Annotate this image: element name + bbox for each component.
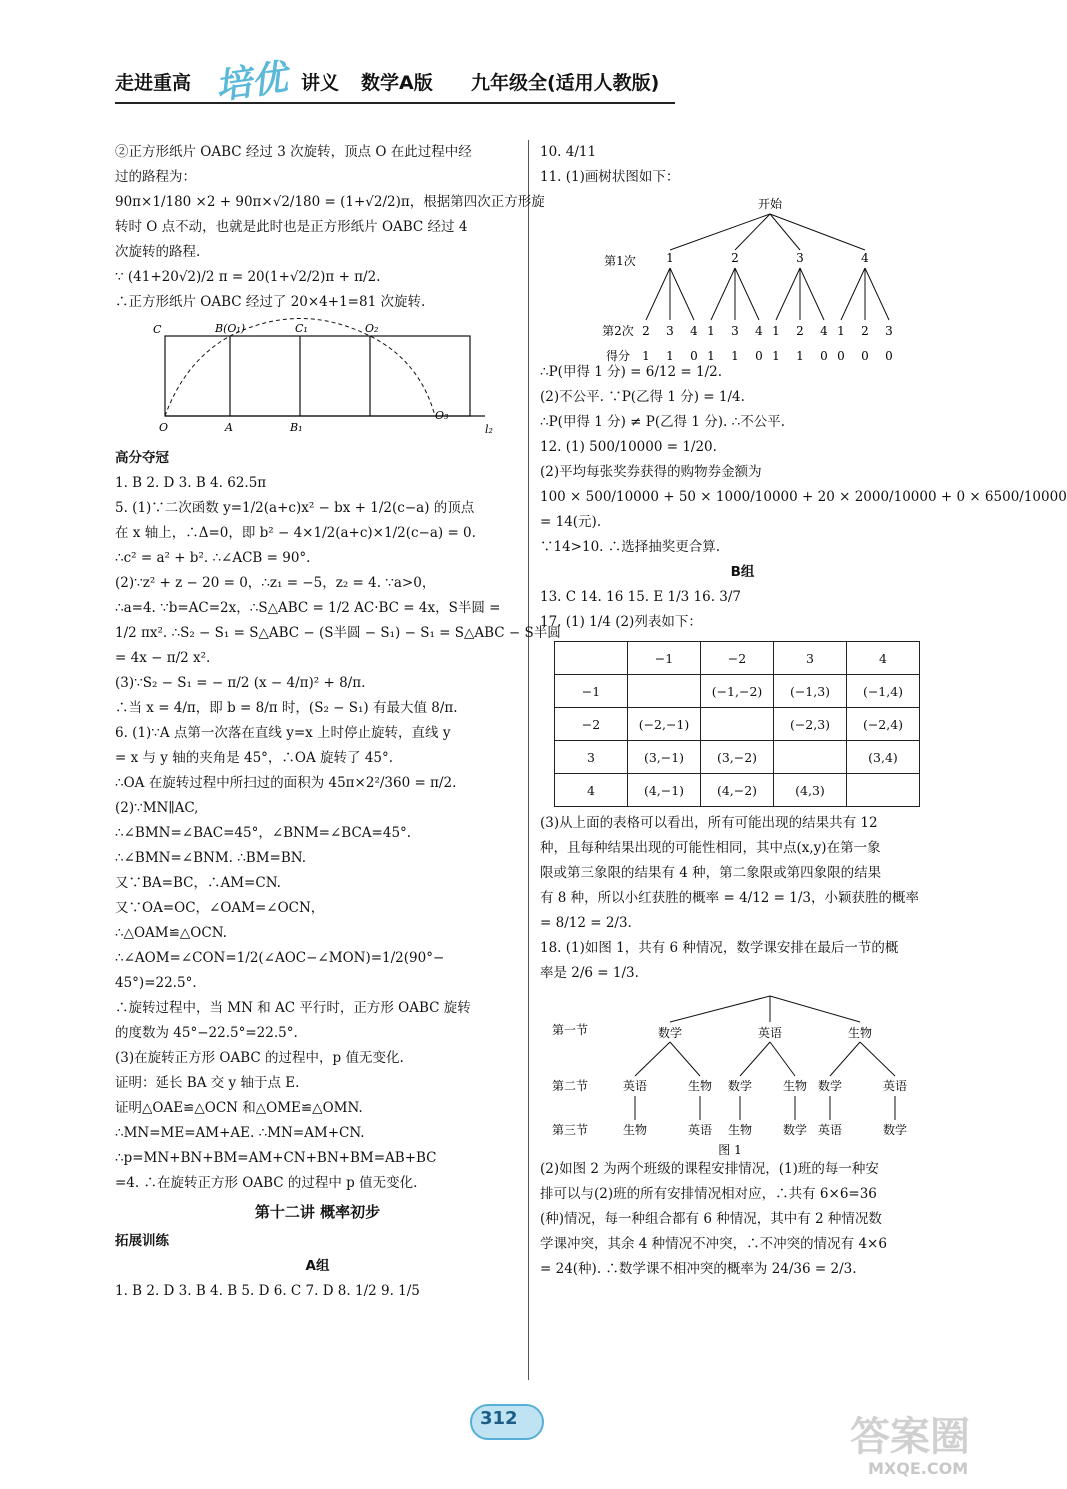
text-line: ②正方形纸片 OABC 经过 3 次旋转，顶点 O 在此过程中经 (115, 144, 472, 160)
table-cell (774, 741, 847, 774)
table-cell: (−2,3) (774, 708, 847, 741)
q5-line: ∴c² = a² + b². ∴∠ACB = 90°. (115, 550, 311, 566)
header-rule (115, 102, 675, 104)
table-cell: 3 (555, 741, 628, 774)
tree-node: 数学 (782, 1123, 808, 1137)
tree-node: 英语 (757, 1026, 783, 1040)
q6-line: 45°)=22.5°. (115, 975, 197, 991)
q6-line: =4. ∴在旋转正方形 OABC 的过程中 p 值无变化. (115, 1175, 418, 1191)
tree-branch (865, 268, 889, 320)
q6-line: ∴∠BMN=∠BNM. ∴BM=BN. (115, 850, 307, 866)
tree-row-label: 第一节 (551, 1023, 589, 1037)
q6-line: = x 与 y 轴的夹角是 45°，∴OA 旋转了 45°. (115, 750, 394, 766)
tree-score: 0 (820, 349, 828, 363)
fig-label: O₃ (435, 409, 449, 422)
fig-label: l₂ (485, 423, 493, 436)
tree-node: 英语 (882, 1079, 908, 1093)
q12-lines (540, 435, 1067, 560)
table-row (555, 675, 920, 708)
sub-title: 拓展训练 (115, 1233, 169, 1249)
tree-node: 生物 (687, 1079, 713, 1093)
tree-row-label: 第三节 (551, 1123, 589, 1137)
tree-node: 4 (861, 251, 869, 265)
table-cell: (4,3) (774, 774, 847, 807)
tree-score: 1 (707, 349, 715, 363)
table-cell (847, 774, 920, 807)
q17-line: (3)从上面的表格可以看出，所有可能出现的结果共有 12 (540, 815, 878, 831)
fig-label: C (153, 323, 162, 336)
text-line: 转时 O 点不动，也就是此时也是正方形纸片 OABC 经过 4 (115, 219, 468, 235)
tree-node: 4 (690, 324, 698, 338)
tree-node: 生物 (847, 1026, 873, 1040)
q12-line: ∵14>10. ∴选择抽奖更合算. (540, 539, 721, 555)
logo: 培优 (212, 56, 290, 108)
tree-score: 1 (772, 349, 780, 363)
q11-line: ∴P(甲得 1 分) = 6/12 = 1/2. (540, 364, 722, 380)
tree-root: 开始 (757, 197, 783, 211)
tree-branch (670, 996, 770, 1022)
tree-row-label: 得分 (605, 349, 631, 363)
q17-line: = 8/12 = 2/3. (540, 915, 632, 931)
header-grade: 九年级全(适用人教版) (471, 72, 660, 94)
q6-line: 又∵BA=BC，∴AM=CN. (115, 875, 281, 891)
series-title: 走进重高 (115, 72, 192, 94)
q18b-line: = 24(种). ∴数学课不相冲突的概率为 24/36 = 2/3. (540, 1261, 857, 1277)
tree-branch (735, 268, 759, 320)
header-subject1: 讲义 (301, 72, 340, 94)
q6-line: 6. (1)∵A 点第一次落在直线 y=x 上时停止旋转，直线 y (115, 725, 451, 741)
tree-node: 2 (861, 324, 869, 338)
q5-line: (2)∵z² + z − 20 = 0，∴z₁ = −5，z₂ = 4. ∵a>0， (115, 575, 436, 591)
q12-line: = 14(元). (540, 514, 602, 530)
table-cell: (−2,4) (847, 708, 920, 741)
tree-node: 1 (772, 324, 780, 338)
tree-diagram-2 (540, 992, 940, 1157)
header-subject2: 数学A版 (361, 72, 433, 94)
text-line: 过的路程为： (115, 169, 196, 185)
q6-line: ∴∠BMN=∠BAC=45°，∠BNM=∠BCA=45°. (115, 825, 412, 841)
tree-branch (635, 1042, 670, 1076)
tree-score: 1 (666, 349, 674, 363)
q5-line: 5. (1)∵二次函数 y=1/2(a+c)x² − bx + 1/2(c−a) 的顶点 (115, 500, 475, 516)
q5-line: 在 x 轴上，∴Δ=0，即 b² − 4×1/2(a+c)×1/2(c−a) = 0. (115, 525, 476, 541)
q5-line: ∴a=4. ∵b=AC=2x，∴S△ABC = 1/2 AC·BC = 4x，S半圆 = (115, 600, 501, 616)
q18-lines (540, 936, 945, 986)
q11-intro: 11. (1)画树状图如下： (540, 169, 680, 185)
tree-row-label: 第二节 (551, 1079, 589, 1093)
fig-label: A (225, 421, 233, 434)
tree-branch (711, 268, 735, 320)
section-title: 高分夺冠 (115, 450, 169, 466)
page-number (470, 1398, 560, 1446)
table-cell: −2 (701, 642, 774, 675)
right-column (540, 140, 1067, 1282)
watermark-sub: MXQE.COM (868, 1459, 969, 1478)
tree-branch (841, 268, 865, 320)
fig-label: O (159, 421, 169, 434)
table-cell: (3,−2) (701, 741, 774, 774)
q17-line: 限或第三象限的结果有 4 种，第二象限或第四象限的结果 (540, 865, 882, 881)
tree-node: 3 (666, 324, 674, 338)
table-header-row (555, 642, 920, 675)
page-number-text: 312 (480, 1408, 518, 1429)
q6-line: ∴p=MN+BN+BM=AM+CN+BN+BM=AB+BC (115, 1150, 437, 1166)
table-cell: 3 (774, 642, 847, 675)
q11-line: (2)不公平. ∵P(乙得 1 分) = 1/4. (540, 389, 745, 405)
q6-line: ∴MN=ME=AM+AE. ∴MN=AM+CN. (115, 1125, 365, 1141)
q6-line: ∴△OAM≌△OCN. (115, 925, 227, 941)
tree-node: 4 (755, 324, 763, 338)
tree-node: 数学 (882, 1123, 908, 1137)
q18b-line: 排可以与(2)班的所有安排情况相对应，∴共有 6×6=36 (540, 1186, 877, 1202)
q18-line: 18. (1)如图 1，共有 6 种情况，数学课安排在最后一节的概 (540, 940, 899, 956)
tree-score: 1 (731, 349, 739, 363)
q18b-line: (种)情况，每一种组合都有 6 种情况，其中有 2 种情况数 (540, 1211, 882, 1227)
tree-node: 英语 (817, 1123, 843, 1137)
table-row (555, 708, 920, 741)
tree-branch (646, 268, 670, 320)
q17-table (554, 641, 920, 807)
fig-label: C₁ (295, 322, 308, 335)
tree-branch (830, 1042, 860, 1076)
tree-node: 英语 (622, 1079, 648, 1093)
tree-node: 1 (666, 251, 674, 265)
q6-line: ∴∠AOM=∠CON=1/2(∠AOC−∠MON)=1/2(90°− (115, 950, 445, 966)
column-divider (528, 140, 529, 1380)
text-line: ∵ (41+20√2)/2 π = 20(1+√2/2)π + π/2. (115, 269, 381, 285)
tree-branch (670, 268, 694, 320)
q6-lines (115, 721, 520, 1196)
tree-node: 2 (642, 324, 650, 338)
table-cell: (4,−2) (701, 774, 774, 807)
fig-label: B₁ (290, 421, 303, 434)
table-cell: −1 (555, 675, 628, 708)
q18b-line: (2)如图 2 为两个班级的课程安排情况，(1)班的每一种安 (540, 1161, 879, 1177)
tree-node: 2 (796, 324, 804, 338)
fig-label: B(O₁) (215, 322, 246, 335)
table-cell: (3,−1) (628, 741, 701, 774)
tree-branch (770, 214, 865, 250)
tree-node: 生物 (727, 1123, 753, 1137)
tree-branch (800, 268, 824, 320)
tree-node: 2 (731, 251, 739, 265)
fig-label: O₂ (365, 322, 379, 335)
table-cell: (−1,−2) (701, 675, 774, 708)
q17-line: 种，且每种结果出现的可能性相同，其中点(x,y)在第一象 (540, 840, 881, 856)
table-cell (628, 675, 701, 708)
table-cell: (3,4) (847, 741, 920, 774)
q6-line: (2)∵MN∥AC, (115, 800, 199, 816)
text-line: 90π×1/180 ×2 + 90π×√2/180 = (1+√2/2)π，根据第四次正方形旋 (115, 194, 545, 210)
table-cell: 4 (847, 642, 920, 675)
q5-lines (115, 496, 561, 721)
q5-line: ∴当 x = 4/π，即 b = 8/π 时，(S₂ − S₁) 有最大值 8/π. (115, 700, 458, 716)
left-intro-lines (115, 140, 545, 315)
tree-score: 0 (861, 349, 869, 363)
q11-line: ∴P(甲得 1 分) ≠ P(乙得 1 分). ∴不公平. (540, 414, 786, 430)
tree-node: 3 (796, 251, 804, 265)
tree-node: 生物 (782, 1079, 808, 1093)
q5-line: (3)∵S₂ − S₁ = − π/2 (x − 4/π)² + 8/π. (115, 675, 366, 691)
q12-line: (2)平均每张奖券获得的购物券金额为 (540, 464, 762, 480)
tree-score: 0 (690, 349, 698, 363)
table-cell (701, 708, 774, 741)
tree-score: 1 (796, 349, 804, 363)
tree-node: 1 (707, 324, 715, 338)
tree-row-label: 第1次 (604, 254, 636, 268)
tree-score: 0 (837, 349, 845, 363)
q6-line: 的度数为 45°−22.5°=22.5°. (115, 1025, 298, 1041)
tree-node: 数学 (727, 1079, 753, 1093)
q17-lines (540, 811, 945, 936)
answers-1-4: 1. B 2. D 3. B 4. 62.5π (115, 475, 267, 491)
q6-line: 证明△OAE≌△OCN 和△OME≌△OMN. (115, 1100, 363, 1116)
tree-row-label: 第2次 (602, 324, 634, 338)
tree-branch (770, 1042, 795, 1076)
q11-lines (540, 360, 945, 435)
tree-branch (860, 1042, 895, 1076)
table-cell: (4,−1) (628, 774, 701, 807)
tree-branch (770, 996, 860, 1022)
tree-node: 英语 (687, 1123, 713, 1137)
rotation-figure (145, 321, 505, 446)
watermark-main: 答案圈 (850, 1414, 970, 1460)
q17-line: 有 8 种，所以小红获胜的概率 = 4/12 = 1/3，小颖获胜的概率 (540, 890, 920, 906)
text-line: 次旋转的路程. (115, 244, 201, 260)
q18-line: 率是 2/6 = 1/3. (540, 965, 639, 981)
table-row (555, 741, 920, 774)
table-cell: (−2,−1) (628, 708, 701, 741)
q6-line: 又∵OA=OC，∠OAM=∠OCN， (115, 900, 325, 916)
tree-node: 生物 (622, 1123, 648, 1137)
q6-line: ∴旋转过程中，当 MN 和 AC 平行时，正方形 OABC 旋转 (115, 1000, 471, 1016)
tree-node: 数学 (657, 1026, 683, 1040)
q12-line: 12. (1) 500/10000 = 1/20. (540, 439, 717, 455)
table-cell: 4 (555, 774, 628, 807)
table-cell: −2 (555, 708, 628, 741)
q17-intro: 17. (1) 1/4 (2)列表如下： (540, 614, 702, 630)
left-column (115, 140, 561, 1304)
figure-caption: 图 1 (718, 1143, 742, 1157)
lecture-title: 第十二讲 概率初步 (254, 1203, 381, 1221)
group-b-label: B组 (730, 564, 755, 580)
group-a-label: A组 (305, 1258, 330, 1274)
tree-node: 3 (731, 324, 739, 338)
tree-score: 0 (755, 349, 763, 363)
tree-node: 4 (820, 324, 828, 338)
tree-branch (735, 214, 770, 250)
tree-node: 数学 (817, 1079, 843, 1093)
tree-diagram-1 (540, 190, 940, 363)
q5-line: = 4x − π/2 x². (115, 650, 211, 666)
tree-score: 1 (642, 349, 650, 363)
table-row (555, 774, 920, 807)
q10: 10. 4/11 (540, 144, 597, 160)
tree-branch (670, 214, 770, 250)
table-cell (555, 642, 628, 675)
tree-branch (670, 1042, 700, 1076)
answers-b: 13. C 14. 16 15. E 1/3 16. 3/7 (540, 589, 742, 605)
tree-node: 1 (837, 324, 845, 338)
text-line: ∴正方形纸片 OABC 经过了 20×4+1=81 次旋转. (115, 294, 426, 310)
tree-branch (740, 1042, 770, 1076)
q5-line: 1/2 πx². ∴S₂ − S₁ = S△ABC − (S半圆 − S₁) − S₁ = S△ABC − S半圆 (115, 625, 561, 641)
q12-line: 100 × 500/10000 + 50 × 1000/10000 + 20 × 2000/10000 + 0 × 6500/10000 (540, 489, 1067, 505)
q6-line: (3)在旋转正方形 OABC 的过程中，p 值无变化. (115, 1050, 404, 1066)
table-cell: (−1,4) (847, 675, 920, 708)
q18b-line: 学课冲突，其余 4 种情况不冲突，∴不冲突的情况有 4×6 (540, 1236, 887, 1252)
answers-a: 1. B 2. D 3. B 4. B 5. D 6. C 7. D 8. 1/2 9. 1/5 (115, 1283, 420, 1299)
tree-node: 3 (885, 324, 893, 338)
q6-line: ∴OA 在旋转过程中所扫过的面积为 45π×2²/360 = π/2. (115, 775, 457, 791)
watermark (850, 1405, 990, 1485)
table-cell: −1 (628, 642, 701, 675)
table-cell: (−1,3) (774, 675, 847, 708)
page-header (115, 56, 675, 108)
q18b-lines (540, 1157, 945, 1282)
tree-score: 0 (885, 349, 893, 363)
q6-line: 证明：延长 BA 交 y 轴于点 E. (115, 1075, 300, 1091)
tree-branch (776, 268, 800, 320)
